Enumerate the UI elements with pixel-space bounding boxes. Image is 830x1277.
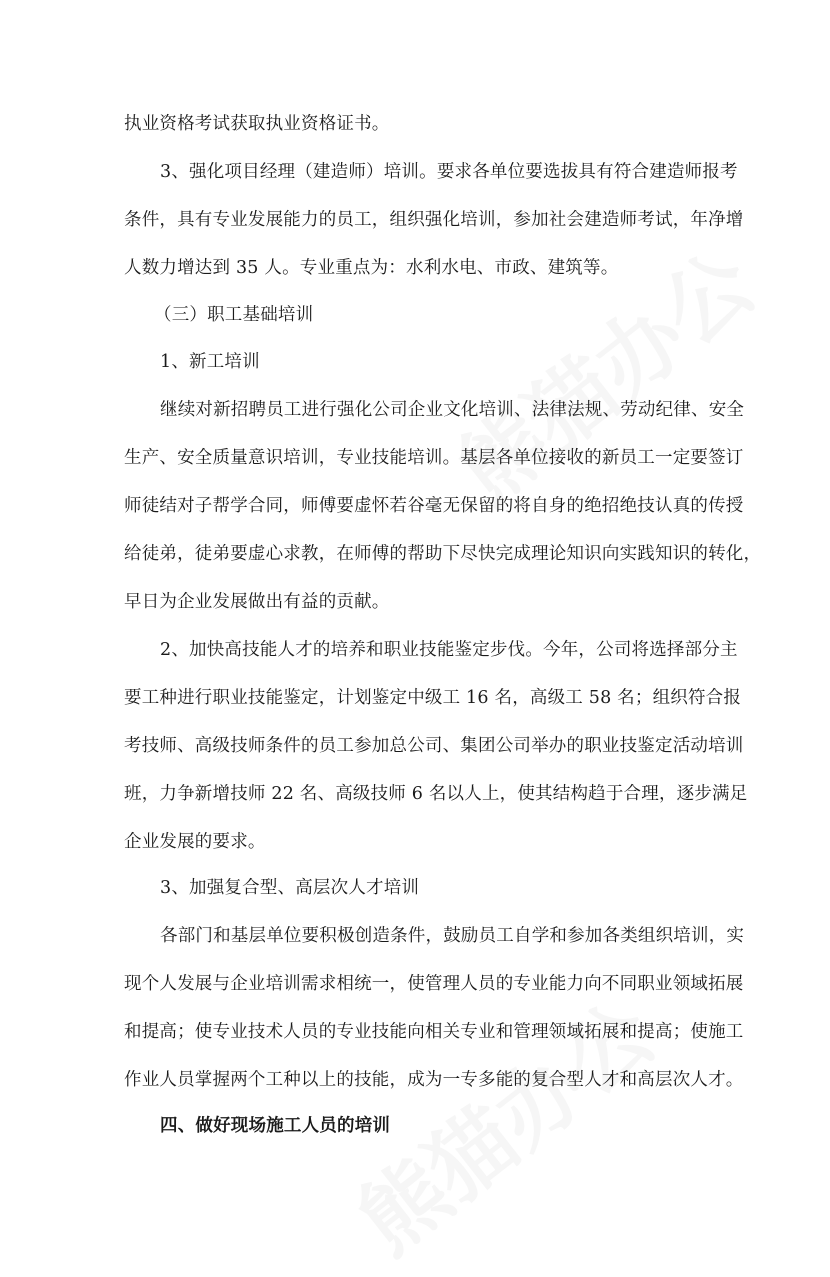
text-line: 继续对新招聘员工进行强化公司企业文化培训、法律法规、劳动纪律、安全 bbox=[160, 400, 745, 420]
text-line: 师徒结对子帮学合同，师傅要虚怀若谷毫无保留的将自身的绝招绝技认真的传授 bbox=[124, 496, 744, 516]
text-line: 现个人发展与企业培训需求相统一，使管理人员的专业能力向不同职业领域拓展 bbox=[124, 974, 744, 994]
text-line: 作业人员掌握两个工种以上的技能，成为一专多能的复合型人才和高层次人才。 bbox=[124, 1070, 744, 1090]
text-line: 给徒弟，徒弟要虚心求教，在师傅的帮助下尽快完成理论知识向实践知识的转化， bbox=[124, 544, 762, 564]
text-line: 各部门和基层单位要积极创造条件，鼓励员工自学和参加各类组织培训，实 bbox=[160, 926, 745, 946]
text-line: 早日为企业发展做出有益的贡献。 bbox=[124, 592, 390, 612]
text-line: 条件，具有专业发展能力的员工，组织强化培训，参加社会建造师考试，年净增 bbox=[124, 210, 744, 230]
text-line: 人数力增达到 35 人。专业重点为：水利水电、市政、建筑等。 bbox=[124, 258, 619, 278]
section-heading: 四、做好现场施工人员的培训 bbox=[160, 1116, 391, 1136]
subsection-heading: 3、加强复合型、高层次人才培训 bbox=[160, 878, 420, 898]
text-line: 3、强化项目经理（建造师）培训。要求各单位要选拔具有符合建造师报考 bbox=[160, 162, 738, 182]
text-line: 2、加快高技能人才的培养和职业技能鉴定步伐。今年，公司将选择部分主 bbox=[160, 640, 738, 660]
text-line: 生产、安全质量意识培训，专业技能培训。基层各单位接收的新员工一定要签订 bbox=[124, 448, 744, 468]
text-line: 考技师、高级技师条件的员工参加总公司、集团公司举办的职业技鉴定活动培训 bbox=[124, 736, 744, 756]
subsection-heading: 1、新工培训 bbox=[160, 352, 260, 372]
text-line: 和提高；使专业技术人员的专业技能向相关专业和管理领域拓展和提高；使施工 bbox=[124, 1022, 744, 1042]
text-line: 班，力争新增技师 22 名、高级技师 6 名以人上，使其结构趋于合理，逐步满足 bbox=[124, 784, 748, 804]
text-line: 执业资格考试获取执业资格证书。 bbox=[124, 114, 390, 134]
text-line: 要工种进行职业技能鉴定，计划鉴定中级工 16 名，高级工 58 名；组织符合报 bbox=[124, 688, 742, 708]
section-heading: （三）职工基础培训 bbox=[154, 305, 314, 325]
text-line: 企业发展的要求。 bbox=[124, 832, 266, 852]
